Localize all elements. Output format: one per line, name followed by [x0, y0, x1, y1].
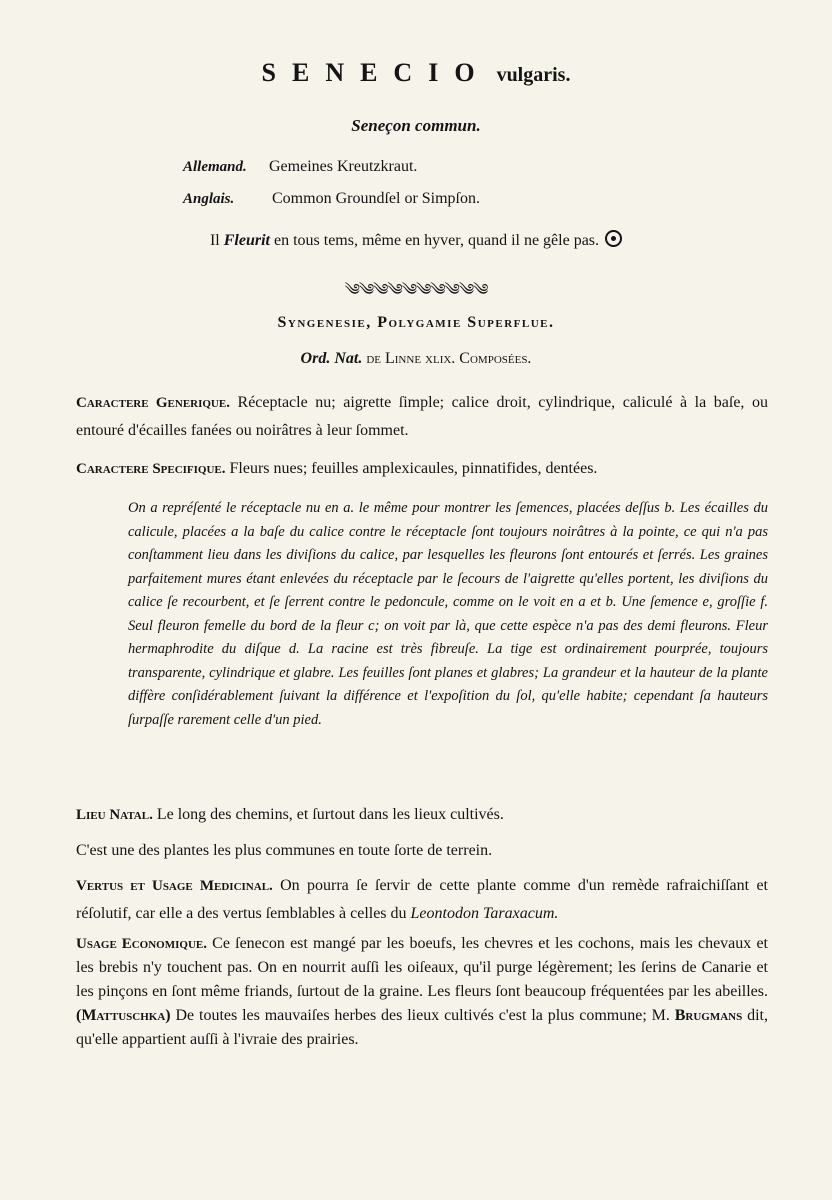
- name-english-label: Anglais.: [183, 191, 235, 207]
- caractere-generique-text: Réceptacle nu; aigrette ſimple; calice droit, cylindrique, caliculé à la baſe, ou entouré d'écailles fanées ou noirâtres à leur ſommet.: [76, 394, 768, 439]
- caractere-specifique: [76, 455, 768, 483]
- vertus-medicinal: [76, 872, 768, 927]
- page-title: [0, 58, 832, 88]
- caractere-generique-heading: Caractere Generique.: [76, 395, 230, 411]
- habitat-note: C'est une des plantes les plus communes en toute ſorte de terrein.: [76, 842, 493, 859]
- vertus-text: On pourra ſe ſervir de cette plante comme d'un remède rafraichiſſant et réſolutif, car elle a des vertus ſemblables à celles du: [76, 877, 768, 922]
- usage-economique: [76, 932, 768, 1052]
- ornament-divider: ༄༄༄༄༄༄༄༄༄༄: [344, 282, 488, 299]
- usage-economique-text-2: De toutes les mauvaiſes herbes des lieux cultivés c'est la plus commune; M.: [175, 1007, 670, 1024]
- usage-economique-author-2: Brugmans: [674, 1007, 743, 1024]
- linnaean-class: Syngenesie, Polygamie Superflue.: [277, 314, 555, 331]
- lieu-natal-heading: Lieu Natal.: [76, 807, 153, 823]
- usage-economique-heading: Usage Economique.: [76, 936, 207, 952]
- vertus-latin-name: Leontodon Taraxacum.: [410, 905, 559, 922]
- vertus-heading: Vertus et Usage Medicinal.: [76, 878, 273, 894]
- species-name: vulgaris.: [496, 64, 571, 86]
- lieu-natal-text: Le long des chemins, et ſurtout dans les lieux cultivés.: [156, 806, 504, 823]
- sun-symbol-icon: [605, 230, 622, 247]
- common-name: Seneçon commun.: [351, 116, 481, 135]
- name-german-value: Gemeines Kreutzkraut.: [269, 158, 418, 175]
- name-german-label: Allemand.: [183, 159, 247, 175]
- natural-order: Ord. Nat. de Linne xlix. Composées.: [300, 350, 532, 367]
- usage-economique-text-3: dit, qu'elle appartient auſſi à l'ivraie des prairies.: [76, 1007, 768, 1048]
- caractere-specifique-text: Fleurs nues; feuilles amplexicaules, pinnatifides, dentées.: [229, 460, 598, 477]
- usage-economique-author: (Mattuschka): [76, 1007, 171, 1024]
- caractere-generique: [76, 389, 768, 444]
- plant-description: On a repréſenté le réceptacle nu en a. le même pour montrer les ſemences, placées deſſus b. Les écailles du calicule, placées a la baſe du calice contre le réceptacle ſont toujours noirâtres à la pointe, ce qui n'a pas conſtamment lieu dans les diviſions du calice, par lesquelles les fleurons ſont entourés et ſerrés. Les graines parfaitement mures étant enlevées du réceptacle par le ſecours de l'aigrette qu'elles portent, les diviſions du calice ſe recourbent, et ſe ſerrent contre le pedoncule, comme on le voit en a et b. Une ſemence e, groſſie f. Seul fleuron femelle du bord de la fleur c; on voit par là, que cette espèce n'a pas des demi fleurons. Fleur hermaphrodite du diſque d. La racine est très fibreuſe. La tige est ordinairement pourprée, toujours transparente, cylindrique et glabre. Les feuilles ſont planes et glabres; La grandeur et la hauteur de la plante diffère conſidérablement ſuivant la différence et l'expoſition du ſol, qu'elle habite; cependant ſa hauteurs ſurpaſſe rarement celle d'un pied.: [128, 500, 768, 728]
- name-english-value: Common Groundſel or Simpſon.: [272, 190, 480, 207]
- usage-economique-text: Ce ſenecon est mangé par les boeufs, les chevres et les cochons, mais les chevaux et les brebis n'y touchent pas. On en nourrit auſſi les oiſeaux, qu'il purge légèrement; les ſerins de Canarie et les pinçons en ſont même friands, ſurtout de la graine. Les fleurs ſont beaucoup fréquentées par les abeilles.: [76, 935, 769, 1000]
- caractere-specifique-heading: Caractere Specifique.: [76, 461, 226, 477]
- lieu-natal: [76, 801, 768, 829]
- genus-name: SENECIO: [261, 58, 491, 87]
- flowering-time: Il Fleurit en tous tems, même en hyver, quand il ne gêle pas.: [0, 230, 832, 250]
